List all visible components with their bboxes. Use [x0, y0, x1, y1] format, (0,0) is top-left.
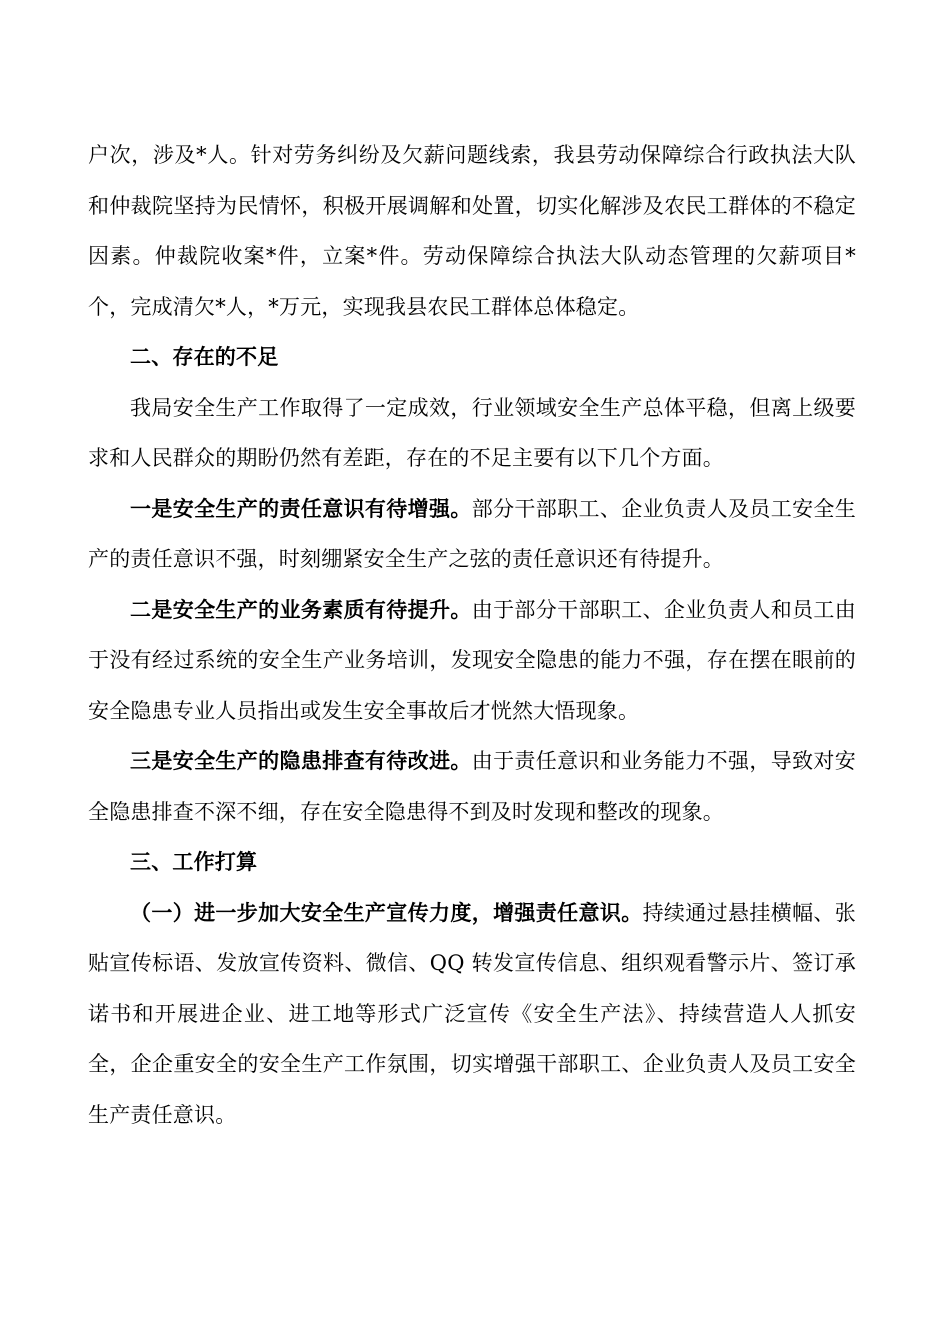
paragraph-lead-text: 一是安全生产的责任意识有待增强。: [130, 495, 472, 521]
section-heading-work-plan: 三、工作打算: [130, 849, 258, 874]
paragraph-body-text: 由于责任意识和业务能力不强，导致对安全隐患排查不深不细，存在安全隐患得不到及时发现和整改的现象。: [88, 749, 856, 824]
section-heading-shortcomings: 二、存在的不足: [130, 344, 279, 369]
paragraph-business-quality: [88, 585, 856, 737]
paragraph-hazard-inspection: [88, 736, 856, 837]
paragraph-body-text: 持续通过悬挂横幅、张贴宣传标语、发放宣传资料、微信、QQ 转发宣传信息、组织观看警示片、签订承诺书和开展进企业、进工地等形式广泛宣传《安全生产法》、持续营造人人抓安全，企企重安全的安全生产工作氛围，切实增强干部职工、企业负责人及员工安全生产责任意识。: [88, 900, 856, 1127]
paragraph-safety-publicity: [88, 888, 856, 1141]
paragraph-lead-text: 二是安全生产的业务素质有待提升。: [130, 596, 472, 622]
paragraph-body-text: 部分干部职工、企业负责人及员工安全生产的责任意识不强，时刻绷紧安全生产之弦的责任意识还有待提升。: [88, 496, 856, 571]
paragraph-arrears-summary: 户次，涉及*人。针对劳务纠纷及欠薪问题线索，我县劳动保障综合行政执法大队和仲裁院坚持为民情怀，积极开展调解和处置，切实化解涉及农民工群体的不稳定因素。仲裁院收案*件，立案*件。劳动保障综合执法大队动态管理的欠薪项目*个，完成清欠*人，*万元，实现我县农民工群体总体稳定。: [88, 143, 856, 319]
document-body: [88, 130, 856, 1140]
paragraph-lead-text: （一）进一步加大安全生产宣传力度，增强责任意识。: [130, 899, 643, 925]
paragraph-responsibility-awareness: [88, 484, 856, 585]
paragraph-body-text: 由于部分干部职工、企业负责人和员工由于没有经过系统的安全生产业务培训，发现安全隐患的能力不强，存在摆在眼前的安全隐患专业人员指出或发生安全事故后才恍然大悟现象。: [88, 597, 856, 723]
paragraph-lead-text: 三是安全生产的隐患排查有待改进。: [130, 748, 472, 773]
paragraph-shortcomings-intro: 我局安全生产工作取得了一定成效，行业领域安全生产总体平稳，但离上级要求和人民群众的期盼仍然有差距，存在的不足主要有以下几个方面。: [88, 395, 856, 470]
